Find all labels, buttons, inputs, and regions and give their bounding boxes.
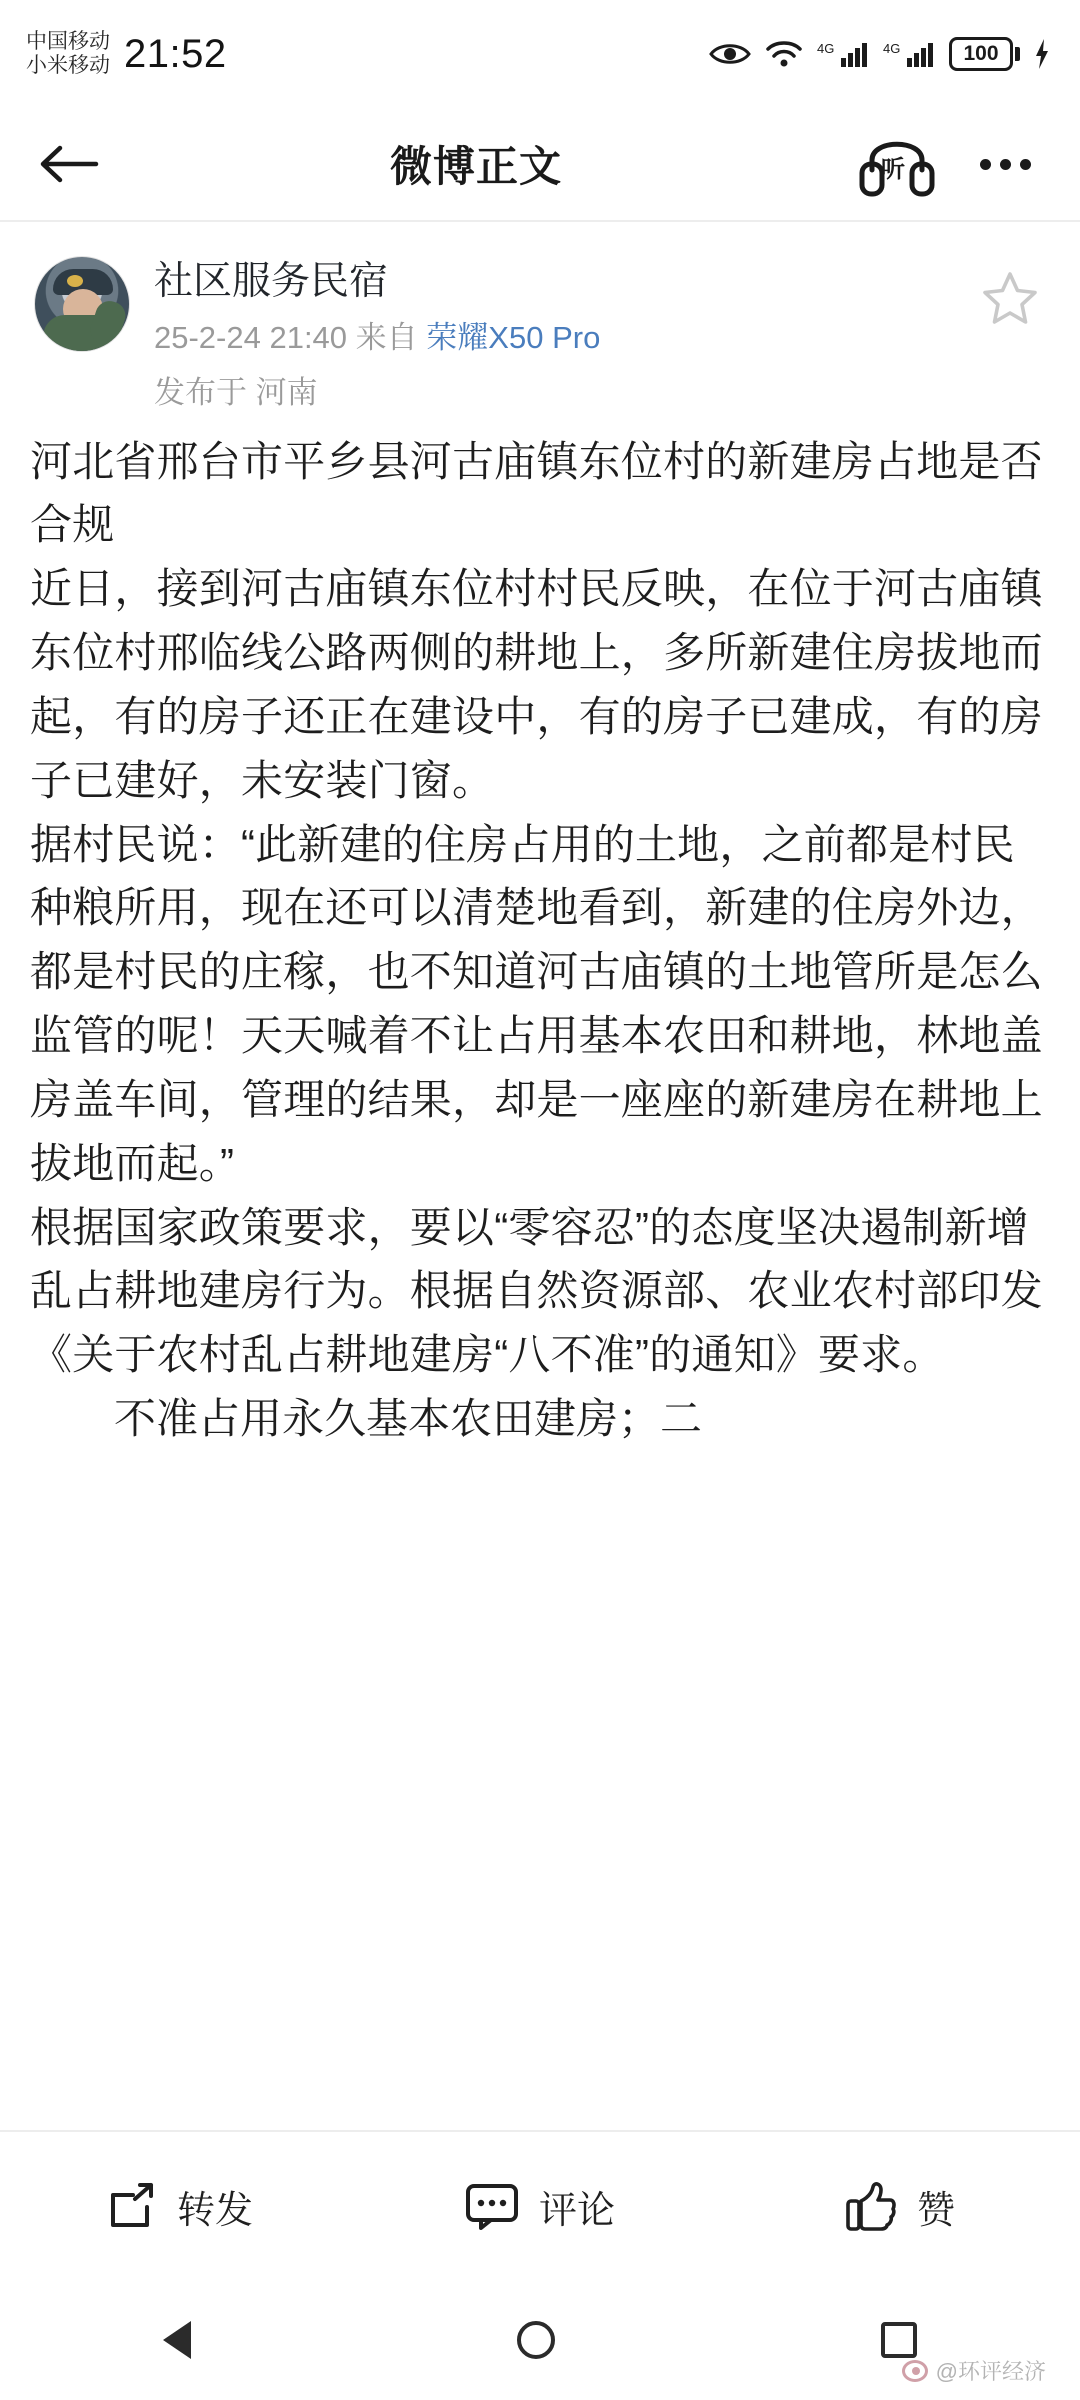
post-title-text: 河北省邢台市平乡县河古庙镇东位村的新建房占地是否合规 xyxy=(30,437,1043,549)
listen-button[interactable] xyxy=(854,121,940,207)
more-dot-1 xyxy=(980,159,991,170)
wifi-icon xyxy=(765,39,803,69)
post-paragraph-1: 近日，接到河古庙镇东位村村民反映，在位于河古庙镇东位村邢临线公路两侧的耕地上，多所新建住房拔地而起，有的房子还正在建设中，有的房子已建成，有的房子已建好，未安装门窗。 xyxy=(30,565,1043,804)
post-meta xyxy=(154,317,974,359)
watermark-text: @环评经济 xyxy=(935,2359,1046,2384)
status-bar-right xyxy=(709,37,1050,71)
author-name[interactable]: 社区服务民宿 xyxy=(154,260,389,303)
comment-icon xyxy=(465,2182,519,2230)
nav-back-triangle-icon[interactable] xyxy=(163,2321,191,2359)
status-bar xyxy=(0,0,1080,108)
page-title: 微博正文 xyxy=(389,143,562,190)
content-fade-overlay xyxy=(0,2010,1080,2130)
signal-4g-secondary-icon xyxy=(883,38,935,70)
post-author-block xyxy=(154,256,974,412)
more-dot-3 xyxy=(1020,159,1031,170)
post-text[interactable] xyxy=(0,412,1080,1387)
signal-4g-icon xyxy=(817,38,869,70)
charging-icon xyxy=(1034,39,1050,69)
post-paragraph-3: 根据国家政策要求，要以“零容忍”的态度坚决遏制新增乱占耕地建房行为。根据自然资源部、农业农村部印发《关于农村乱占耕地建房“八不准”的通知》要求。 xyxy=(30,1203,1043,1379)
post-paragraph-2: 据村民说：“此新建的住房占用的土地，之前都是村民种粮所用，现在还可以清楚地看到，新建的住房外边，都是村民的庄稼，也不知道河古庙镇的土地管所是怎么监管的呢！天天喊着不让占用基本农田和耕地，林地盖房盖车间，管理的结果，却是一座座的新建房在耕地上拔地而起。” xyxy=(30,820,1043,1187)
star-outline-icon[interactable] xyxy=(974,262,1046,334)
carrier-info xyxy=(26,30,110,78)
weibo-eye-icon xyxy=(902,2360,928,2382)
battery-level-text: 100 xyxy=(949,37,1013,71)
comment-button[interactable] xyxy=(360,2179,720,2234)
eye-icon xyxy=(709,40,751,68)
system-nav-bar xyxy=(0,2280,1080,2400)
source-device[interactable]: 荣耀X50 Pro xyxy=(426,319,601,355)
svg-text:4G: 4G xyxy=(883,41,901,56)
source-label: 来自 xyxy=(355,319,418,355)
watermark xyxy=(902,2355,1046,2386)
post-content-scroll[interactable] xyxy=(0,222,1080,2130)
app-title-bar xyxy=(0,108,1080,220)
like-label: 赞 xyxy=(916,2189,955,2232)
more-dot-2 xyxy=(1000,159,1011,170)
more-options-icon[interactable] xyxy=(970,129,1040,199)
carrier-secondary: 小米移动 xyxy=(26,54,110,77)
nav-recents-square-icon[interactable] xyxy=(881,2322,917,2358)
comment-label: 评论 xyxy=(538,2189,615,2232)
carrier-primary: 中国移动 xyxy=(26,29,110,53)
back-button[interactable] xyxy=(30,125,108,203)
like-thumb-icon xyxy=(845,2181,897,2231)
repost-button[interactable] xyxy=(0,2179,360,2234)
like-button[interactable] xyxy=(720,2179,1080,2234)
svg-text:4G: 4G xyxy=(817,41,835,56)
avatar[interactable] xyxy=(34,256,130,352)
repost-label: 转发 xyxy=(176,2189,253,2232)
post-region: 发布于 河南 xyxy=(154,374,318,410)
listen-label: 听 xyxy=(881,156,905,183)
post-action-bar xyxy=(0,2130,1080,2280)
status-bar-left xyxy=(26,30,227,78)
battery-tip xyxy=(1015,47,1020,61)
status-clock: 21:52 xyxy=(124,31,227,76)
battery-icon xyxy=(949,37,1020,71)
repost-icon xyxy=(107,2181,157,2231)
nav-home-circle-icon[interactable] xyxy=(517,2321,555,2359)
post-header xyxy=(0,222,1080,412)
post-truncated-line: 不准占用永久基本农田建房；二 xyxy=(114,1395,703,1443)
post-timestamp: 25-2-24 21:40 xyxy=(154,319,348,355)
